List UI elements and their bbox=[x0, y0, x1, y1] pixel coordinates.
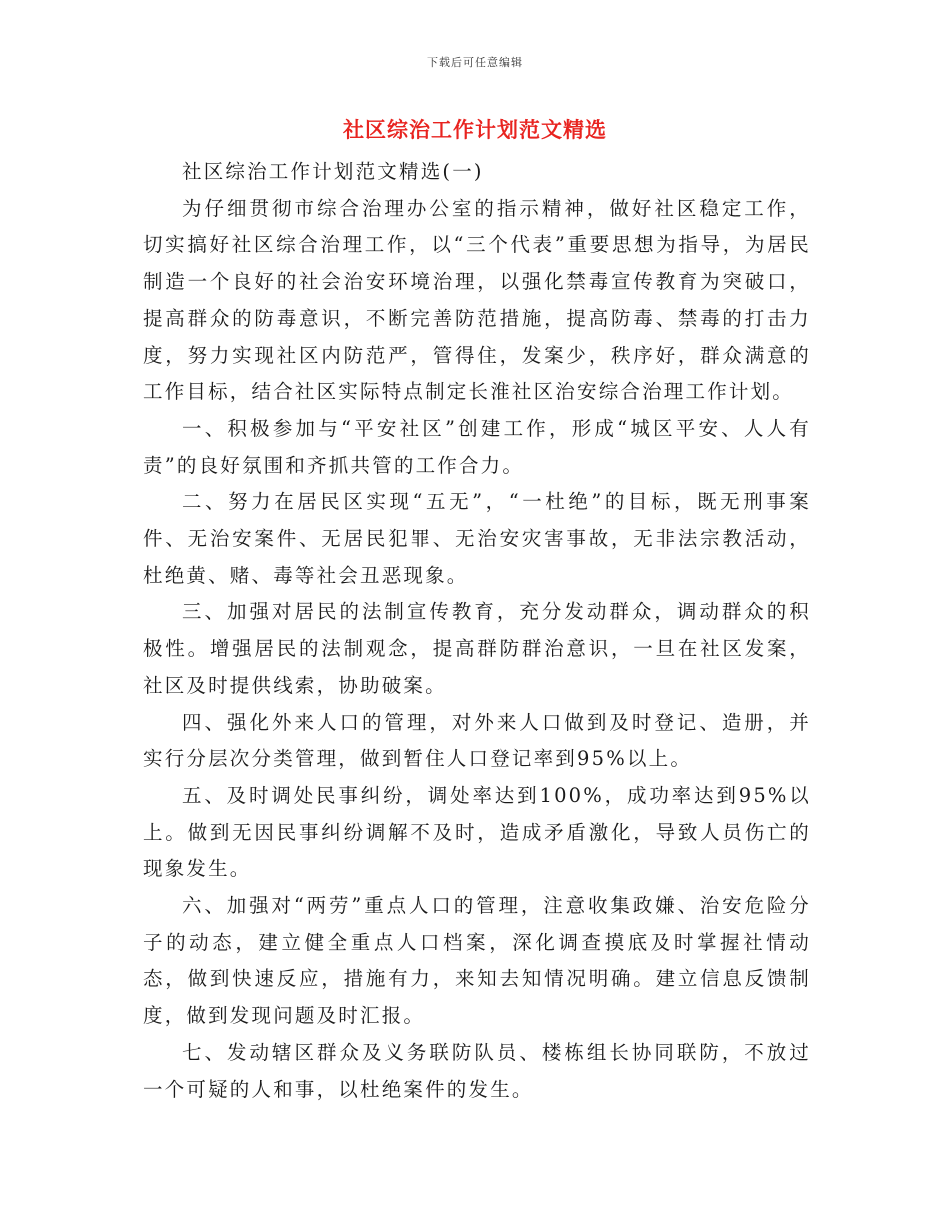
document-body bbox=[143, 154, 811, 1108]
paragraph-item-1: 一、积极参加与“平安社区”创建工作，形成“城区平安、人人有责”的良好氛围和齐抓共管的工作合力。 bbox=[143, 416, 811, 477]
paragraph-item-2: 二、努力在居民区实现“五无”，“一杜绝”的目标，既无刑事案件、无治安案件、无居民犯罪、无治安灾害事故，无非法宗教活动，杜绝黄、赌、毒等社会丑恶现象。 bbox=[143, 490, 811, 587]
header-note: 下载后可任意编辑 bbox=[427, 56, 523, 69]
paragraph-item-4: 四、强化外来人口的管理，对外来人口做到及时登记、造册，并实行分层次分类管理，做到暂住人口登记率到95%以上。 bbox=[143, 710, 811, 771]
document-title: 社区综治工作计划范文精选 bbox=[343, 117, 607, 142]
paragraph-item-7: 七、发动辖区群众及义务联防队员、楼栋组长协同联防，不放过一个可疑的人和事，以杜绝案件的发生。 bbox=[143, 1040, 811, 1101]
paragraph-intro: 为仔细贯彻市综合治理办公室的指示精神，做好社区稳定工作，切实搞好社区综合治理工作，以“三个代表”重要思想为指导，为居民制造一个良好的社会治安环境治理，以强化禁毒宣传教育为突破口，提高群众的防毒意识，不断完善防范措施，提高防毒、禁毒的打击力度，努力实现社区内防范严，管得住，发案少，秩序好，群众满意的工作目标，结合社区实际特点制定长淮社区治安综合治理工作计划。 bbox=[143, 196, 811, 404]
paragraph-item-3: 三、加强对居民的法制宣传教育，充分发动群众，调动群众的积极性。增强居民的法制观念，提高群防群治意识，一旦在社区发案，社区及时提供线索，协助破案。 bbox=[143, 600, 811, 697]
paragraph-item-5: 五、及时调处民事纠纷，调处率达到100%，成功率达到95%以上。做到无因民事纠纷调解不及时，造成矛盾激化，导致人员伤亡的现象发生。 bbox=[143, 783, 811, 881]
document-subtitle: 社区综治工作计划范文精选(一) bbox=[182, 160, 484, 183]
paragraph-item-6: 六、加强对“两劳”重点人口的管理，注意收集政嫌、治安危险分子的动态，建立健全重点人口档案，深化调查摸底及时掌握社情动态，做到快速反应，措施有力，来知去知情况明确。建立信息反馈制度，做到发现问题及时汇报。 bbox=[143, 894, 811, 1028]
